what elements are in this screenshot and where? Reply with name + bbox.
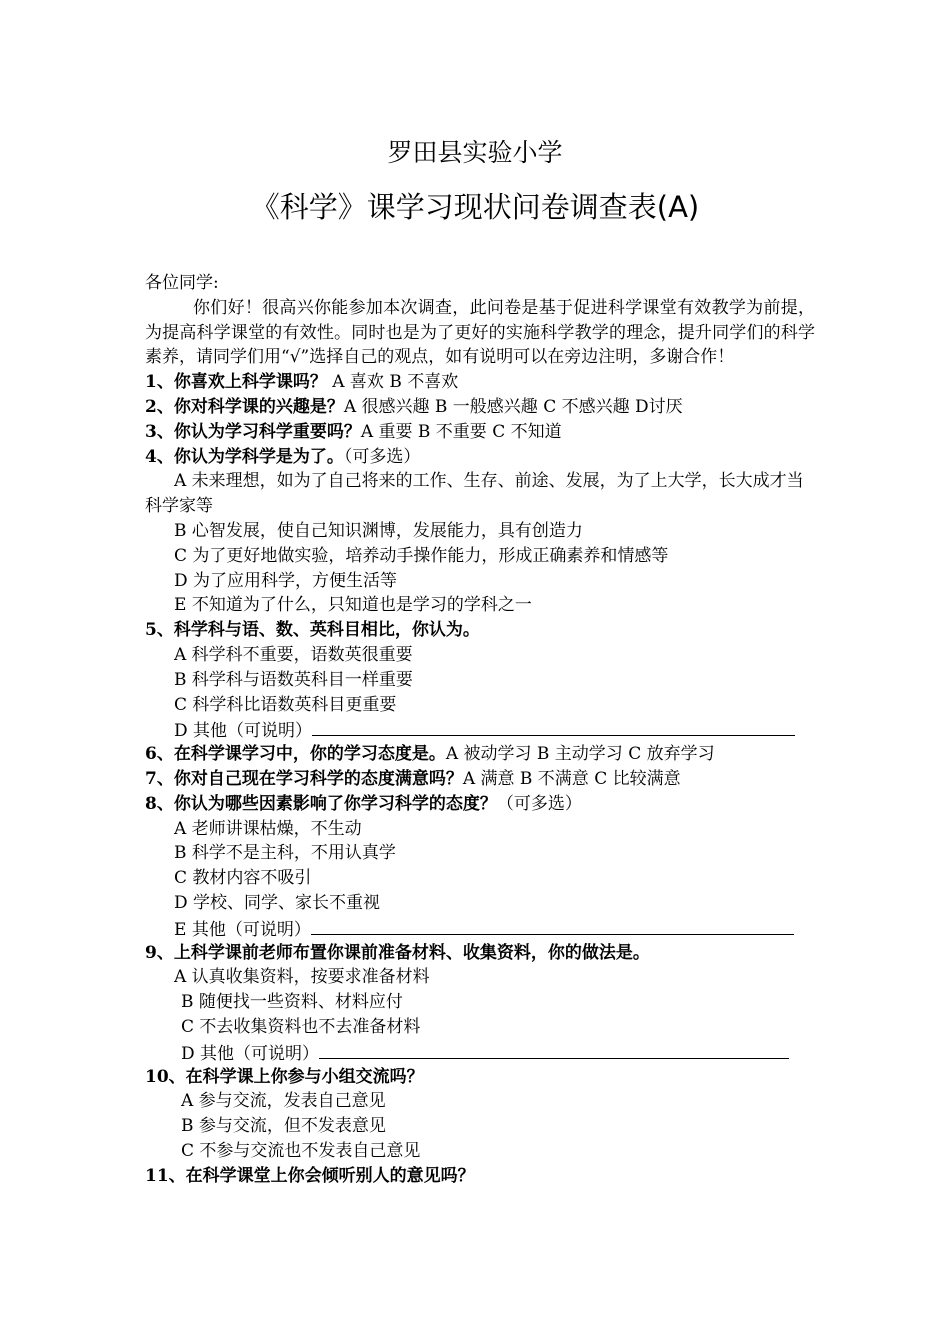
option-e: E 不知道为了什么，只知道也是学习的学科之一 — [174, 595, 532, 616]
answer-blank[interactable] — [312, 717, 795, 736]
option-a: A 参与交流，发表自己意见 — [181, 1091, 386, 1112]
answer-blank[interactable] — [311, 916, 794, 935]
document-title: 《科学》课学习现状问卷调查表(A) — [250, 190, 700, 224]
option-a: A 未来理想，如为了自己将来的工作、生存、前途、发展，为了上大学，长大成才当科学家等 — [145, 471, 804, 517]
question-6 — [145, 742, 815, 767]
question-text: 1、你喜欢上科学课吗？ — [145, 372, 327, 393]
option-c: C 为了更好地做实验，培养动手操作能力，形成正确素养和情感等 — [174, 545, 669, 566]
option-e — [145, 916, 815, 941]
option-a: A 科学科不重要，语数英很重要 — [174, 644, 413, 665]
question-options: A 喜欢 B 不喜欢 — [326, 372, 459, 393]
questionnaire-body — [145, 271, 815, 1188]
question-10: 10、在科学课上你参与小组交流吗？ — [145, 1066, 424, 1087]
question-3 — [145, 420, 815, 445]
option-a: A 老师讲课枯燥，不生动 — [174, 818, 362, 839]
question-text: 3、你认为学习科学重要吗？ — [145, 421, 361, 442]
option-d — [145, 1040, 815, 1065]
question-7 — [145, 767, 815, 792]
option-c: C 教材内容不吸引 — [174, 868, 312, 889]
option-d: D 学校、同学、家长不重视 — [174, 892, 381, 913]
school-name: 罗田县实验小学 — [387, 138, 563, 167]
option-d — [145, 717, 815, 742]
question-text: 2、你对科学课的兴趣是？ — [145, 396, 344, 417]
question-8 — [145, 792, 815, 817]
question-options: A 重要 B 不重要 C 不知道 — [360, 421, 562, 442]
option-b: B 心智发展，使自己知识渊博，发展能力，具有创造力 — [174, 520, 583, 541]
question-options: A 很感兴趣 B 一般感兴趣 C 不感兴趣 D讨厌 — [343, 396, 683, 417]
question-text: 7、你对自己现在学习科学的态度满意吗？ — [145, 768, 463, 789]
greeting: 各位同学: — [145, 273, 219, 293]
option-label: D 其他（可说明） — [181, 1043, 320, 1064]
question-5: 5、科学科与语、数、英科目相比，你认为。 — [145, 620, 480, 641]
option-c: C 不去收集资料也不去准备材料 — [181, 1016, 421, 1037]
option-label: E 其他（可说明） — [174, 919, 311, 940]
question-2 — [145, 395, 815, 420]
option-c: C 不参与交流也不发表自己意见 — [181, 1140, 421, 1161]
intro-paragraph: 你们好！很高兴你能参加本次调查，此问卷是基于促进科学课堂有效教学为前提，为提高科学课堂的有效性。同时也是为了更好的实施科学教学的理念，提升同学们的科学素养，请同学们用“√”选择自己的观点，如有说明可以在旁边注明，多谢合作！ — [145, 297, 815, 368]
question-text: 8、你认为哪些因素影响了你学习科学的态度？ — [145, 793, 497, 814]
question-options: A 被动学习 B 主动学习 C 放弃学习 — [445, 744, 715, 765]
option-b: B 参与交流，但不发表意见 — [181, 1116, 386, 1137]
option-b: B 随便找一些资料、材料应付 — [181, 992, 403, 1013]
question-text: 6、在科学课学习中，你的学习态度是。 — [145, 744, 446, 765]
question-options: A 满意 B 不满意 C 比较满意 — [462, 768, 681, 789]
question-11: 11、在科学课堂上你会倾听别人的意见吗？ — [145, 1165, 475, 1186]
answer-blank[interactable] — [319, 1040, 789, 1059]
option-b: B 科学科与语数英科目一样重要 — [174, 669, 413, 690]
option-a: A 认真收集资料，按要求准备材料 — [174, 967, 430, 988]
question-4 — [145, 445, 815, 470]
question-note: （可多选） — [496, 793, 582, 814]
option-label: D 其他（可说明） — [174, 721, 313, 742]
option-b: B 科学不是主科，不用认真学 — [174, 843, 396, 864]
question-1 — [145, 370, 815, 395]
question-9: 9、上科学课前老师布置你课前准备材料、收集资料，你的做法是。 — [145, 942, 650, 963]
question-note: （可多选） — [343, 446, 421, 467]
option-d: D 为了应用科学，方便生活等 — [174, 570, 398, 591]
option-c: C 科学科比语数英科目更重要 — [174, 694, 397, 715]
question-text: 4、你认为学科学是为了。 — [145, 446, 344, 467]
